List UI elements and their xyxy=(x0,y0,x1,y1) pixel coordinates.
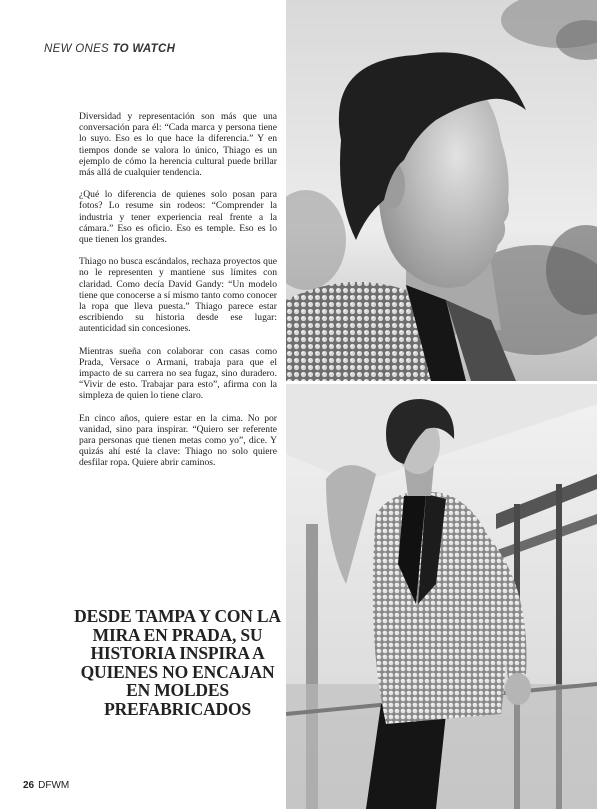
page-number: 26 xyxy=(23,780,35,791)
section-header xyxy=(44,43,175,55)
paragraph: ¿Qué lo diferencia de quienes solo posan para fotos? Lo resume sin rodeos: “Comprender la industria y tener experiencia real frente a la cámara.” Eso es oficio. Eso es temple. Eso es lo que tienen los grandes. xyxy=(79,189,277,246)
section-label-bold: TO WATCH xyxy=(112,43,176,55)
paragraph: En cinco años, quiere estar en la cima. No por vanidad, sino para inspirar. “Quiero ser referente para personas que tienen metas como yo”, dice. Y quizás ahí esté la clave: Thiago no solo quiere desfilar ropa. Quiere abrir caminos. xyxy=(79,412,277,469)
paragraph: Diversidad y representación son más que una conversación para él: “Cada marca y persona tiene lo suyo. Eso es lo que hace la diferencia.” Y en tiempos donde se valora lo único, Thiago es un ejemplo de cómo la herencia cultural puede brillar más allá de cualquier tendencia. xyxy=(79,111,277,179)
page-footer xyxy=(23,780,69,791)
paragraph: Mientras sueña con colaborar con casas como Prada, Versace o Armani, trabaja para que el impacto de su carrera no sea fugaz, sino duradero. “Vivir de esto. Trabajar para esto”, afirma con la simpleza de quien lo tiene claro. xyxy=(79,345,277,402)
paragraph: Thiago no busca escándalos, rechaza proyectos que no le representen y mantiene sus límites con claridad. Como decía David Gandy: “Un modelo tiene que conocerse a sí mismo tanto como conocer la ropa que lleva puesta.” Thiago parece estar escribiendo su historia desde ese lugar: autenticidad sin concesiones. xyxy=(79,256,277,335)
article-body xyxy=(79,111,277,480)
publication-name: DFWM xyxy=(38,780,70,791)
portrait-photo-top xyxy=(286,0,597,381)
pull-quote: DESDE TAMPA Y CON LA MIRA EN PRADA, SU HISTORIA INSPIRA A QUIENES NO ENCAJAN EN MOLDES PREFABRICADOS xyxy=(74,606,281,719)
portrait-photo-bottom xyxy=(286,384,597,809)
section-label: NEW ONES xyxy=(44,43,113,55)
